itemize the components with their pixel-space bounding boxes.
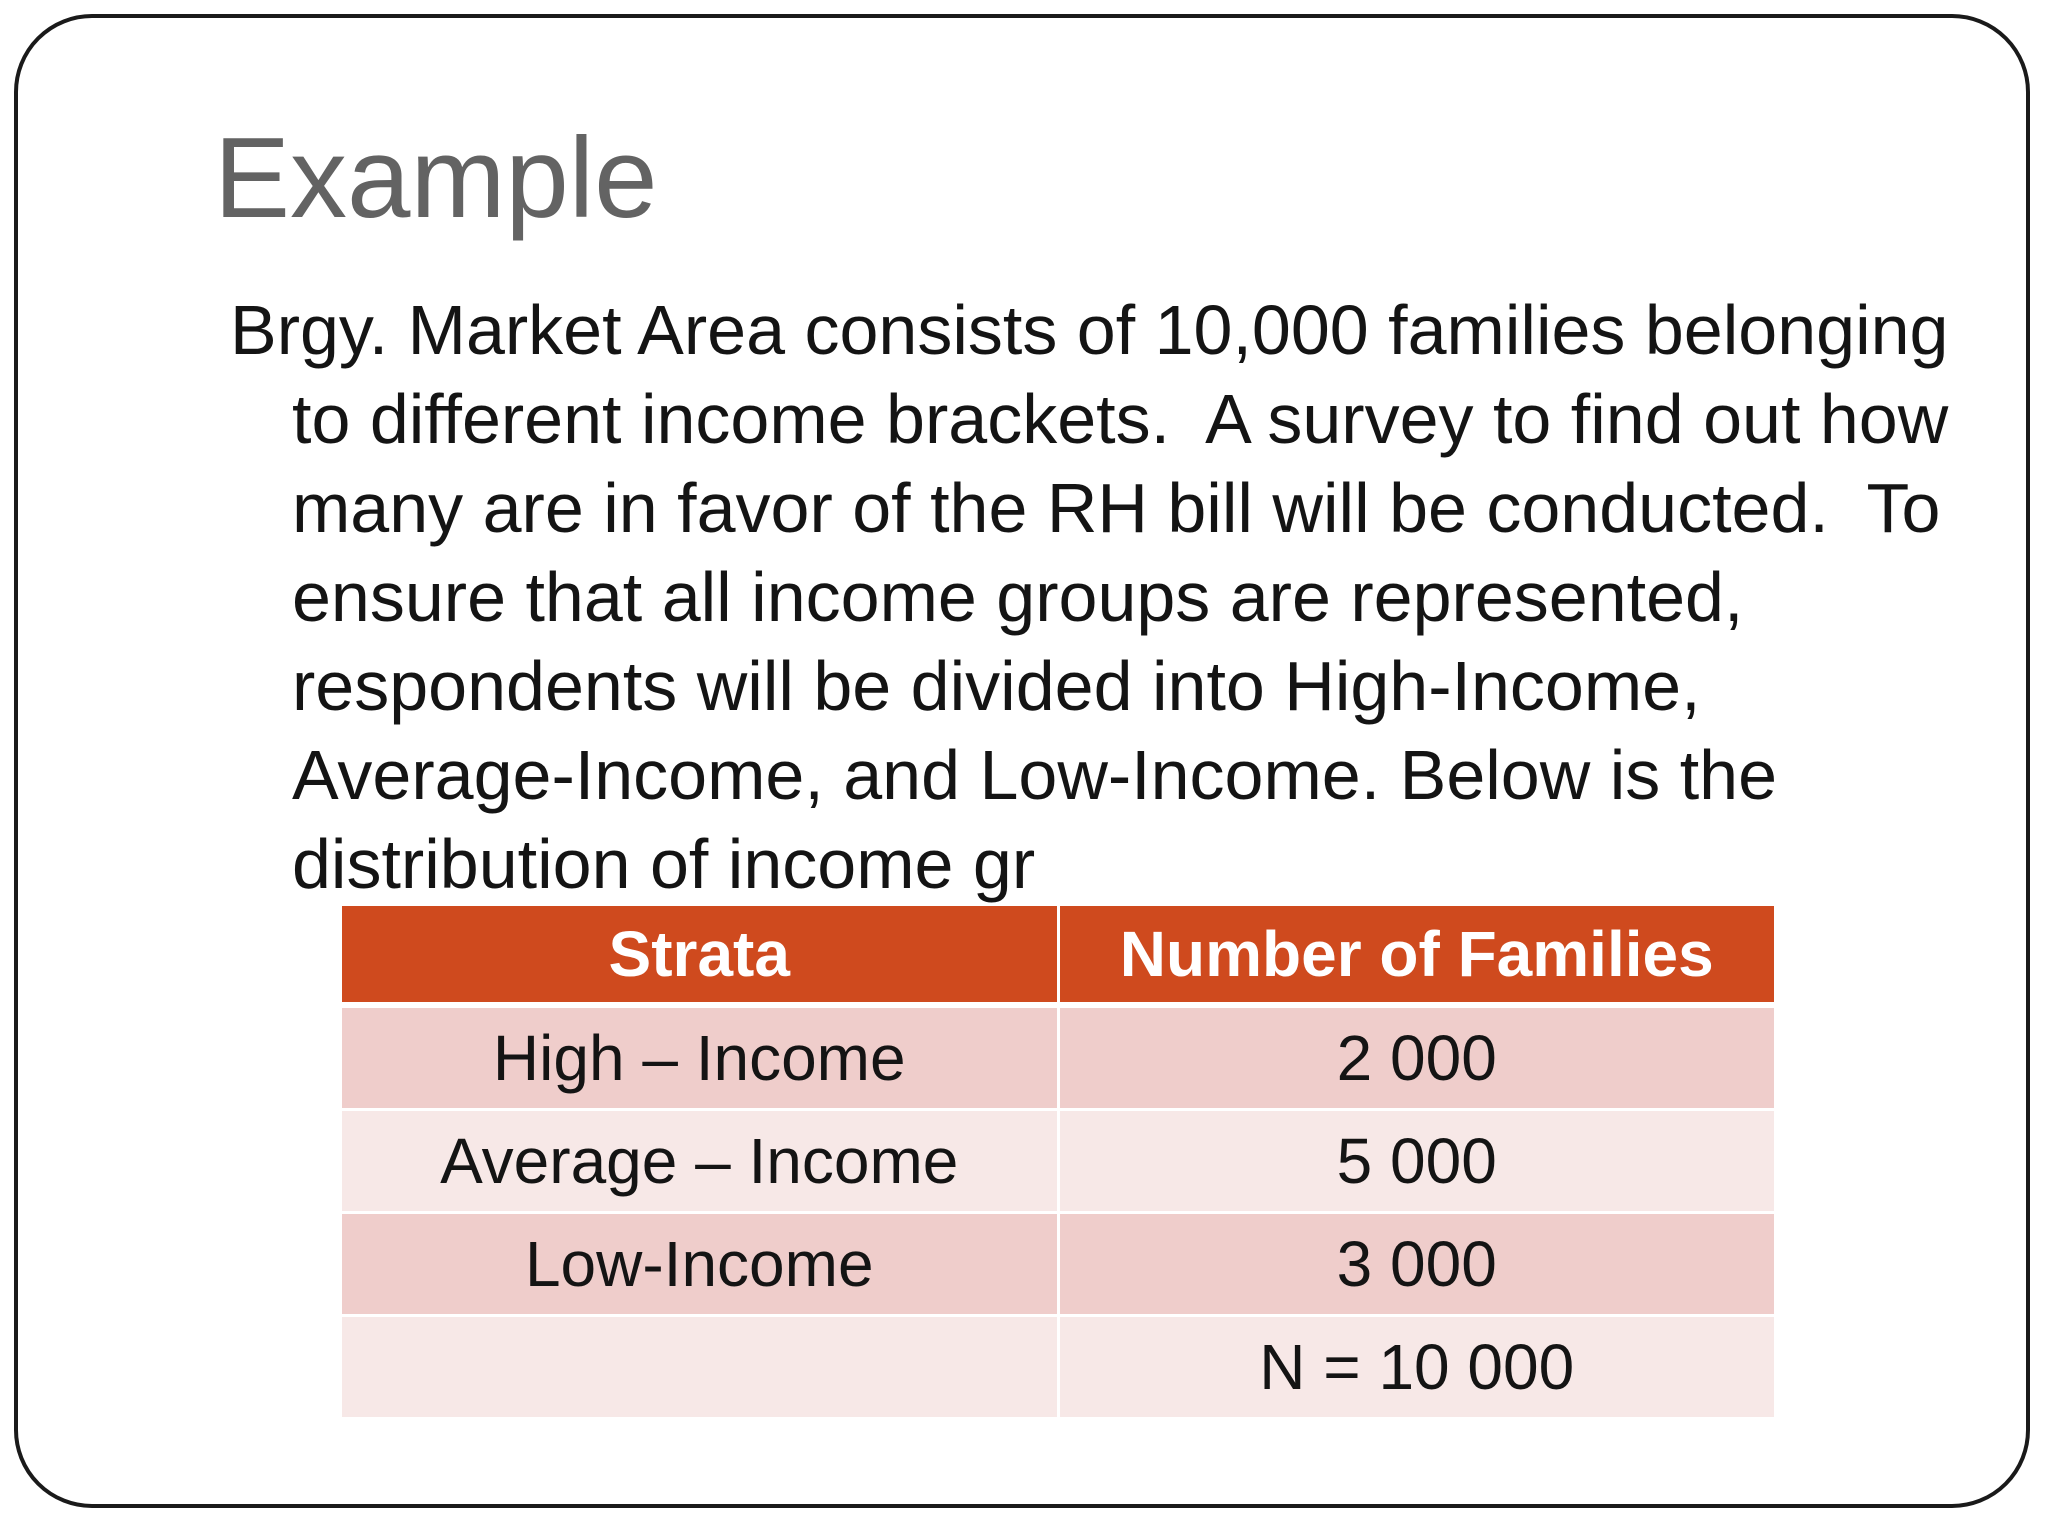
- strata-cell: Average – Income: [342, 1110, 1058, 1213]
- table-row-total: [342, 1316, 1774, 1419]
- strata-cell: High – Income: [342, 1005, 1058, 1110]
- total-cell: N = 10 000: [1058, 1316, 1774, 1419]
- strata-cell: Low-Income: [342, 1213, 1058, 1316]
- table-header-row: [342, 906, 1774, 1005]
- header-strata: Strata: [342, 906, 1058, 1005]
- table-row: [342, 1110, 1774, 1213]
- families-cell: 3 000: [1058, 1213, 1774, 1316]
- families-cell: 2 000: [1058, 1005, 1774, 1110]
- strata-cell: [342, 1316, 1058, 1419]
- strata-table: [342, 906, 1774, 1420]
- header-number-of-families: Number of Families: [1058, 906, 1774, 1005]
- slide-body-text: Brgy. Market Area consists of 10,000 families belonging to different income brackets. A survey to find out how many are in favor of the RH bill will be conducted. To ensure that all income groups are represented, respondents will be divided into High-Income, Average-Income, and Low-Income. Below is the distribution of income gr: [230, 291, 1968, 903]
- slide-title: Example: [214, 115, 658, 242]
- table-row: [342, 1213, 1774, 1316]
- families-cell: 5 000: [1058, 1110, 1774, 1213]
- table-row: [342, 1005, 1774, 1110]
